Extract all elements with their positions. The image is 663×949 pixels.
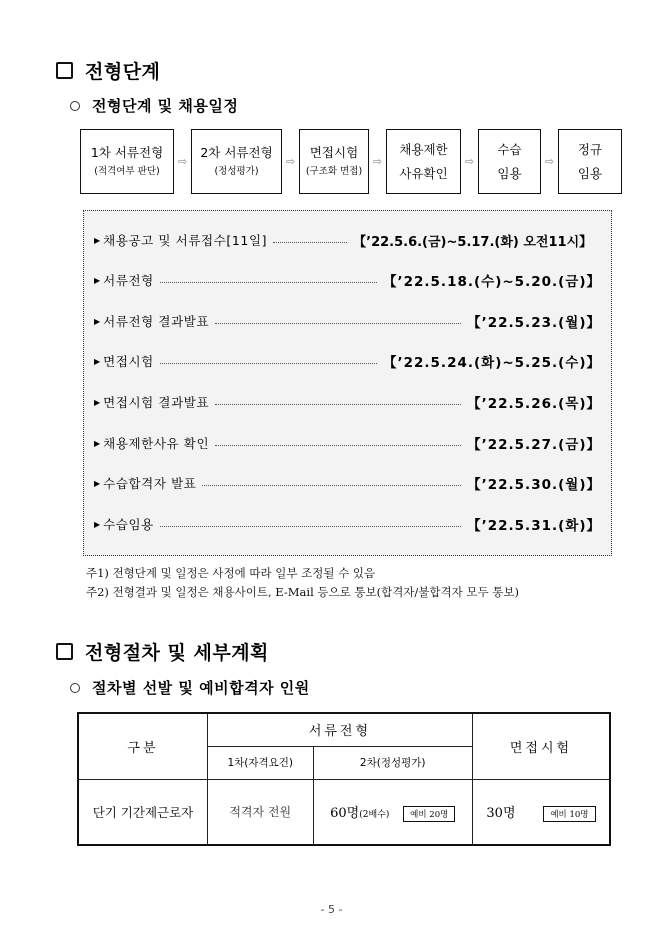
triangle-bullet-icon: ▶ [94, 235, 101, 245]
flow-step-title: 2차 서류전형 [200, 144, 273, 160]
schedule-label: 수습임용 [103, 517, 154, 532]
flow-step-2 [191, 129, 282, 194]
schedule-row [94, 514, 601, 534]
leader-dots [215, 404, 461, 405]
flow-step-title: 수습 [497, 141, 522, 157]
schedule-date: 【’22.5.26.(목)】 [467, 396, 601, 412]
triangle-bullet-icon: ▶ [94, 275, 101, 285]
leader-dots [202, 485, 461, 486]
cell-doc-second [313, 779, 472, 845]
checkbox-square-icon [56, 62, 73, 79]
triangle-bullet-icon: ▶ [94, 397, 101, 407]
schedule-date: 【’22.5.6.(금)~5.17.(화) 오전11시】 [353, 234, 593, 250]
flow-step-desc: (적격여부 판단) [94, 165, 160, 177]
stage-flow [80, 129, 622, 194]
schedule-row [94, 433, 601, 453]
header-category: 구분 [78, 713, 207, 779]
section-heading-procedure [56, 638, 269, 665]
doc-second-count: 60명 [330, 805, 360, 821]
flow-step-desc: 사유확인 [399, 165, 448, 181]
section-title: 전형절차 및 세부계획 [85, 642, 269, 664]
right-arrow-icon: ⇨ [372, 155, 383, 168]
flow-step-desc: (정성평가) [214, 165, 259, 177]
header-document: 서류전형 [207, 713, 472, 746]
reserve-badge: 예비 20명 [403, 806, 455, 822]
cell-doc-first: 적격자 전원 [207, 779, 313, 845]
schedule-label: 채용공고 및 서류접수[11일] [103, 233, 268, 248]
selection-table [77, 712, 611, 846]
flow-step-6 [558, 129, 622, 194]
schedule-date: 【’22.5.27.(금)】 [467, 437, 601, 453]
flow-step-5 [478, 129, 541, 194]
cell-category: 단기 기간제근로자 [78, 779, 207, 845]
schedule-label: 서류전형 결과발표 [103, 314, 210, 329]
schedule-date: 【’22.5.31.(화)】 [467, 518, 601, 534]
schedule-date: 【’22.5.30.(월)】 [467, 477, 601, 493]
flow-step-title: 채용제한 [399, 141, 448, 157]
schedule-row [94, 230, 601, 250]
header-interview: 면접시험 [472, 713, 610, 779]
schedule-row [94, 270, 601, 290]
right-arrow-icon: ⇨ [285, 155, 296, 168]
circle-bullet-icon [70, 683, 80, 693]
doc-second-note: (2배수) [359, 809, 390, 820]
leader-dots [273, 242, 347, 243]
flow-step-desc: (구조화 면접) [305, 165, 363, 177]
schedule-label: 채용제한사유 확인 [103, 436, 210, 451]
flow-step-desc: 임용 [497, 165, 522, 181]
flow-step-1 [80, 129, 174, 194]
section-title: 전형단계 [85, 61, 161, 83]
triangle-bullet-icon: ▶ [94, 356, 101, 366]
triangle-bullet-icon: ▶ [94, 519, 101, 529]
header-doc-first: 1차(자격요건) [207, 746, 313, 779]
page-number: - 5 - [320, 903, 343, 916]
schedule-row [94, 351, 601, 371]
table-row [78, 779, 610, 845]
schedule-row [94, 311, 601, 331]
schedule-box [83, 210, 612, 556]
schedule-date: 【’22.5.23.(월)】 [467, 315, 601, 331]
right-arrow-icon: ⇨ [544, 155, 555, 168]
schedule-row [94, 473, 601, 493]
flow-step-title: 1차 서류전형 [90, 144, 164, 160]
schedule-date: 【’22.5.24.(화)~5.25.(수)】 [383, 355, 601, 371]
reserve-badge: 예비 10명 [543, 806, 595, 822]
interview-count: 30명 [486, 805, 516, 821]
triangle-bullet-icon: ▶ [94, 316, 101, 326]
triangle-bullet-icon: ▶ [94, 438, 101, 448]
right-arrow-icon: ⇨ [464, 155, 475, 168]
leader-dots [160, 282, 377, 283]
note-1: 주1) 전형단계 및 일정은 사정에 따라 일부 조정될 수 있음 [86, 566, 376, 580]
subsection-heading-selection [70, 677, 310, 698]
leader-dots [215, 323, 461, 324]
subsection-title: 전형단계 및 채용일정 [92, 97, 239, 115]
cell-interview [472, 779, 610, 845]
flow-step-title: 면접시험 [309, 144, 359, 160]
leader-dots [215, 445, 461, 446]
circle-bullet-icon [70, 101, 80, 111]
flow-step-3 [299, 129, 369, 194]
schedule-label: 면접시험 결과발표 [103, 395, 210, 410]
schedule-label: 면접시험 [103, 354, 154, 369]
right-arrow-icon: ⇨ [177, 155, 188, 168]
subsection-title: 절차별 선발 및 예비합격자 인원 [92, 679, 310, 697]
triangle-bullet-icon: ▶ [94, 478, 101, 488]
flow-step-4 [386, 129, 461, 194]
schedule-row [94, 392, 601, 412]
schedule-label: 수습합격자 발표 [103, 476, 197, 491]
schedule-notes [86, 564, 519, 602]
leader-dots [160, 526, 461, 527]
flow-step-title: 정규 [577, 141, 603, 157]
schedule-label: 서류전형 [103, 273, 154, 288]
checkbox-square-icon [56, 643, 73, 660]
flow-step-desc: 임용 [577, 165, 603, 181]
note-2: 주2) 전형결과 및 일정은 채용사이트, E-Mail 등으로 통보(합격자/불합격자 모두 통보) [86, 585, 519, 599]
header-doc-second: 2차(정성평가) [313, 746, 472, 779]
section-heading-stages [56, 57, 160, 84]
schedule-date: 【’22.5.18.(수)~5.20.(금)】 [383, 274, 601, 290]
leader-dots [160, 363, 377, 364]
subsection-heading-schedule [70, 95, 238, 116]
